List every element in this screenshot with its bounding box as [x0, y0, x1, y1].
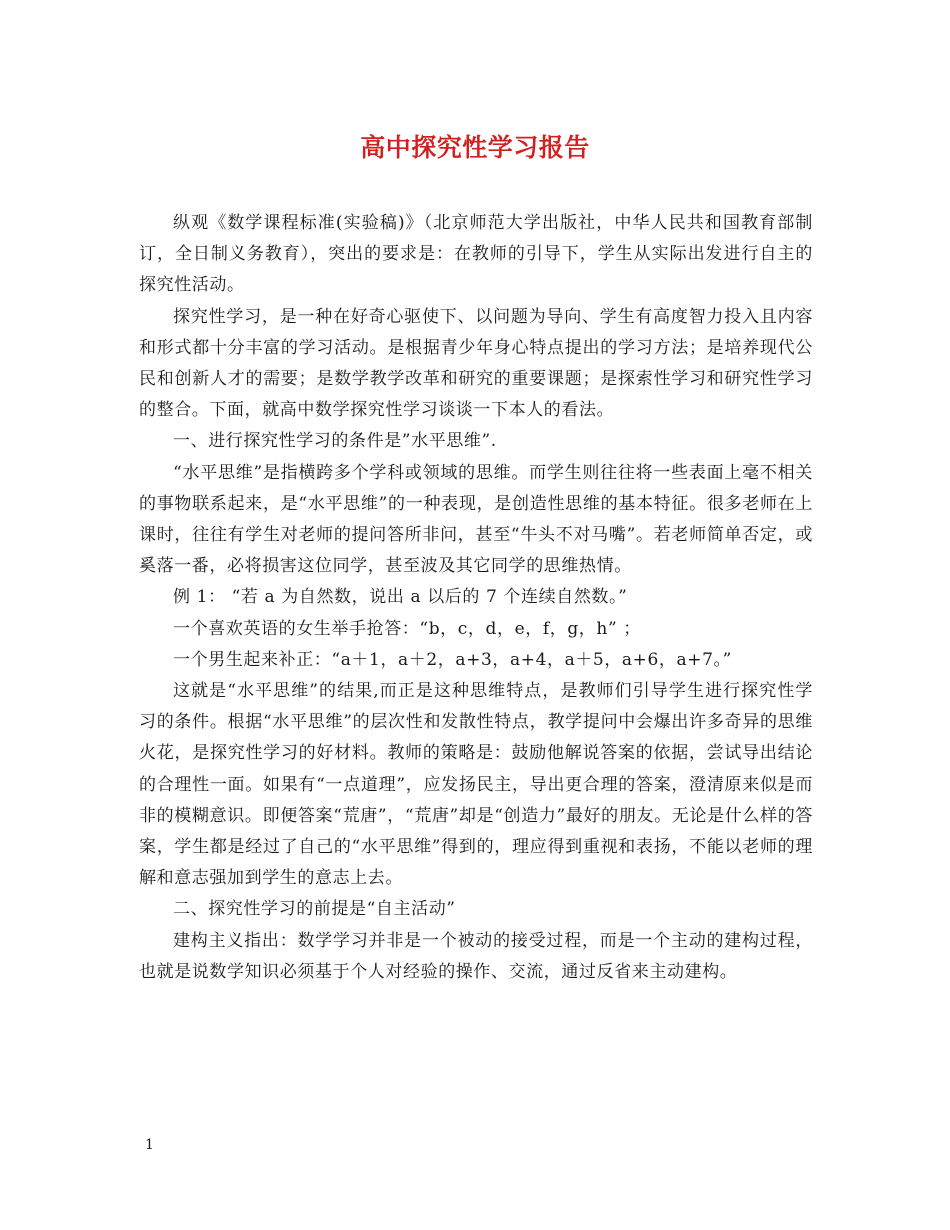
paragraph-horizontal-thinking: “水平思维”是指横跨多个学科或领域的思维。而学生则往往将一些表面上毫不相关的事物联系起来，是“水平思维”的一种表现，是创造性思维的基本特征。很多老师在上课时，往往有学生对老师的提问答所非问，甚至“牛头不对马嘴”。若老师简单否定，或奚落一番，必将损害这位同学，甚至波及其它同学的思维热情。	[139, 462, 813, 577]
document-body	[139, 208, 813, 988]
document-title: 高中探究性学习报告	[360, 133, 590, 162]
page-number: 1	[145, 1137, 154, 1153]
example-question: 例 1： “若 a 为自然数，说出 a 以后的 7 个连续自然数。”	[173, 587, 628, 608]
paragraph-strategy: 这就是“水平思维”的结果,而正是这种思维特点，是教师们引导学生进行探究性学习的条件。根据“水平思维”的层次性和发散性特点，教学提问中会爆出许多奇异的思维火花，是探究性学习的好材料。教师的策略是：鼓励他解说答案的依据，尝试导出结论的合理性一面。如果有“一点道理”，应发扬民主，导出更合理的答案，澄清原来似是而非的模糊意识。即便答案“荒唐”，“荒唐”却是“创造力”最好的朋友。无论是什么样的答案，学生都是经过了自己的“水平思维”得到的，理应得到重视和表扬，不能以老师的理解和意志强加到学生的意志上去。	[139, 681, 813, 889]
paragraph-definition: 探究性学习，是一种在好奇心驱使下、以问题为导向、学生有高度智力投入且内容和形式都十分丰富的学习活动。是根据青少年身心特点提出的学习方法；是培养现代公民和创新人才的需要；是数学教学改革和研究的重要课题；是探索性学习和研究性学习的整合。下面，就高中数学探究性学习谈谈一下本人的看法。	[139, 306, 813, 421]
section-heading-2: 二、探究性学习的前提是“自主活动”	[173, 899, 456, 920]
paragraph-intro: 纵观《数学课程标准(实验稿)》（北京师范大学出版社，中华人民共和国教育部制订，全日制义务教育），突出的要求是：在教师的引导下，学生从实际出发进行自主的探究性活动。	[139, 213, 813, 296]
example-answer-boy: 一个男生起来补正：“a＋1，a＋2，a+3，a+4，a＋5，a+6，a+7。”	[173, 649, 732, 670]
section-heading-1: 一、进行探究性学习的条件是”水平思维”.	[173, 431, 497, 452]
example-answer-girl: 一个喜欢英语的女生举手抢答：“b，c，d，e，f，g，h” ；	[173, 618, 641, 639]
paragraph-constructivism: 建构主义指出：数学学习并非是一个被动的接受过程，而是一个主动的建构过程，也就是说数学知识必须基于个人对经验的操作、交流，通过反省来主动建构。	[139, 930, 813, 982]
